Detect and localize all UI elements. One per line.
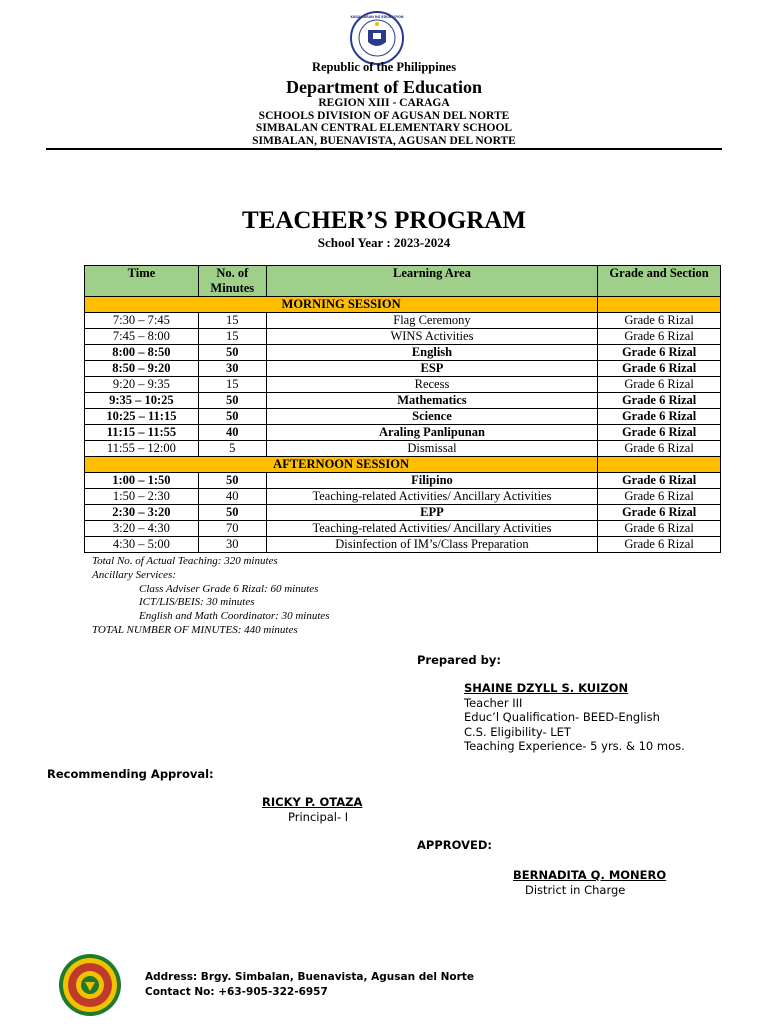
table-row bbox=[85, 361, 721, 377]
table-row bbox=[85, 489, 721, 505]
header-division: SCHOOLS DIVISION OF AGUSAN DEL NORTE bbox=[258, 110, 510, 122]
prepared-position: Teacher III bbox=[464, 695, 523, 710]
note-adviser: Class Adviser Grade 6 Rizal: 60 minutes bbox=[139, 582, 319, 595]
cell-time: 8:00 – 8:50 bbox=[85, 345, 199, 361]
header-school: SIMBALAN CENTRAL ELEMENTARY SCHOOL bbox=[255, 122, 513, 134]
cell-grade-section: Grade 6 Rizal bbox=[598, 345, 721, 361]
cell-time: 9:35 – 10:25 bbox=[85, 393, 199, 409]
page-title: TEACHER’S PROGRAM bbox=[241, 207, 527, 234]
note-ancillary: Ancillary Services: bbox=[92, 568, 176, 581]
cell-grade-section: Grade 6 Rizal bbox=[598, 313, 721, 329]
table-row bbox=[85, 425, 721, 441]
cell-minutes: 40 bbox=[198, 425, 266, 441]
school-logo bbox=[52, 952, 128, 1018]
cell-minutes: 15 bbox=[198, 377, 266, 393]
cell-learning-area: ESP bbox=[266, 361, 597, 377]
cell-grade-section: Grade 6 Rizal bbox=[598, 505, 721, 521]
col-header-learning-area: Learning Area bbox=[266, 266, 597, 297]
cell-minutes: 30 bbox=[198, 537, 266, 553]
table-row bbox=[85, 473, 721, 489]
table-row bbox=[85, 409, 721, 425]
cell-grade-section: Grade 6 Rizal bbox=[598, 537, 721, 553]
cell-time: 4:30 – 5:00 bbox=[85, 537, 199, 553]
cell-learning-area: Mathematics bbox=[266, 393, 597, 409]
table-row bbox=[85, 505, 721, 521]
schedule-table bbox=[84, 265, 721, 553]
prepared-label: Prepared by: bbox=[417, 653, 501, 667]
table-header-row bbox=[85, 266, 721, 297]
footer-address: Address: Brgy. Simbalan, Buenavista, Agusan del Norte bbox=[145, 971, 474, 983]
session-row bbox=[85, 457, 721, 473]
cell-learning-area: Araling Panlipunan bbox=[266, 425, 597, 441]
session-label: MORNING SESSION bbox=[85, 297, 598, 313]
recommending-label: Recommending Approval: bbox=[47, 767, 214, 781]
cell-minutes: 30 bbox=[198, 361, 266, 377]
col-header-grade-section: Grade and Section bbox=[598, 266, 721, 297]
cell-grade-section: Grade 6 Rizal bbox=[598, 473, 721, 489]
session-label: AFTERNOON SESSION bbox=[85, 457, 598, 473]
table-row bbox=[85, 377, 721, 393]
cell-learning-area: Science bbox=[266, 409, 597, 425]
header-department: Department of Education bbox=[286, 77, 482, 97]
header-region: REGION XIII - CARAGA bbox=[318, 97, 450, 109]
approved-position: District in Charge bbox=[525, 883, 626, 897]
cell-time: 3:20 – 4:30 bbox=[85, 521, 199, 537]
cell-time: 1:50 – 2:30 bbox=[85, 489, 199, 505]
header-divider bbox=[46, 148, 722, 150]
prepared-experience: Teaching Experience- 5 yrs. & 10 mos. bbox=[464, 739, 685, 753]
cell-grade-section: Grade 6 Rizal bbox=[598, 489, 721, 505]
table-row bbox=[85, 313, 721, 329]
cell-learning-area: WINS Activities bbox=[266, 329, 597, 345]
cell-minutes: 70 bbox=[198, 521, 266, 537]
header-address: SIMBALAN, BUENAVISTA, AGUSAN DEL NORTE bbox=[252, 135, 516, 147]
col-header-minutes: No. of Minutes bbox=[198, 266, 266, 297]
cell-learning-area: Dismissal bbox=[266, 441, 597, 457]
approved-label: APPROVED: bbox=[417, 838, 492, 852]
cell-learning-area: Teaching-related Activities/ Ancillary Activities bbox=[266, 521, 597, 537]
cell-time: 2:30 – 3:20 bbox=[85, 505, 199, 521]
cell-grade-section: Grade 6 Rizal bbox=[598, 393, 721, 409]
cell-minutes: 15 bbox=[198, 329, 266, 345]
cell-learning-area: Disinfection of IM’s/Class Preparation bbox=[266, 537, 597, 553]
note-coordinator: English and Math Coordinator: 30 minutes bbox=[139, 610, 330, 623]
deped-seal-logo bbox=[346, 10, 408, 66]
cell-minutes: 40 bbox=[198, 489, 266, 505]
cell-time: 11:15 – 11:55 bbox=[85, 425, 199, 441]
table-row bbox=[85, 345, 721, 361]
cell-time: 1:00 – 1:50 bbox=[85, 473, 199, 489]
recommending-position: Principal- I bbox=[288, 810, 349, 824]
cell-grade-section: Grade 6 Rizal bbox=[598, 361, 721, 377]
teaching-notes bbox=[92, 555, 492, 638]
session-row bbox=[85, 297, 721, 313]
cell-time: 7:30 – 7:45 bbox=[85, 313, 199, 329]
cell-time: 7:45 – 8:00 bbox=[85, 329, 199, 345]
header-republic: Republic of the Philippines bbox=[311, 60, 457, 74]
cell-learning-area: English bbox=[266, 345, 597, 361]
cell-grade-section: Grade 6 Rizal bbox=[598, 441, 721, 457]
cell-time: 11:55 – 12:00 bbox=[85, 441, 199, 457]
table-row bbox=[85, 393, 721, 409]
table-row bbox=[85, 441, 721, 457]
note-ict: ICT/LIS/BEIS: 30 minutes bbox=[139, 596, 255, 609]
prepared-qualification: Educ’l Qualification- BEED-English bbox=[464, 710, 660, 724]
cell-minutes: 50 bbox=[198, 409, 266, 425]
cell-time: 10:25 – 11:15 bbox=[85, 409, 199, 425]
cell-learning-area: Filipino bbox=[266, 473, 597, 489]
prepared-block bbox=[464, 681, 685, 754]
cell-grade-section: Grade 6 Rizal bbox=[598, 521, 721, 537]
session-blank-cell bbox=[598, 457, 721, 473]
cell-minutes: 50 bbox=[198, 505, 266, 521]
cell-minutes: 5 bbox=[198, 441, 266, 457]
cell-learning-area: Flag Ceremony bbox=[266, 313, 597, 329]
approved-name: BERNADITA Q. MONERO bbox=[513, 868, 667, 882]
table-row bbox=[85, 537, 721, 553]
cell-learning-area: EPP bbox=[266, 505, 597, 521]
table-row bbox=[85, 329, 721, 345]
note-actual-teaching: Total No. of Actual Teaching: 320 minutes bbox=[92, 555, 278, 567]
cell-grade-section: Grade 6 Rizal bbox=[598, 329, 721, 345]
cell-grade-section: Grade 6 Rizal bbox=[598, 425, 721, 441]
cell-minutes: 50 bbox=[198, 473, 266, 489]
school-year: School Year : 2023-2024 bbox=[317, 235, 451, 250]
prepared-eligibility: C.S. Eligibility- LET bbox=[464, 724, 571, 739]
recommending-name: RICKY P. OTAZA bbox=[262, 795, 363, 809]
cell-minutes: 50 bbox=[198, 345, 266, 361]
cell-grade-section: Grade 6 Rizal bbox=[598, 377, 721, 393]
note-total: TOTAL NUMBER OF MINUTES: 440 minutes bbox=[92, 623, 298, 636]
footer-contact: Contact No: +63-905-322-6957 bbox=[145, 986, 328, 998]
prepared-name: SHAINE DZYLL S. KUIZON bbox=[464, 681, 629, 695]
seal-text: KAGAWARAN NG EDUKASYON bbox=[350, 15, 404, 19]
cell-minutes: 15 bbox=[198, 313, 266, 329]
cell-minutes: 50 bbox=[198, 393, 266, 409]
table-row bbox=[85, 521, 721, 537]
cell-time: 8:50 – 9:20 bbox=[85, 361, 199, 377]
session-blank-cell bbox=[598, 297, 721, 313]
cell-time: 9:20 – 9:35 bbox=[85, 377, 199, 393]
cell-learning-area: Recess bbox=[266, 377, 597, 393]
cell-grade-section: Grade 6 Rizal bbox=[598, 409, 721, 425]
col-header-time: Time bbox=[85, 266, 199, 297]
cell-learning-area: Teaching-related Activities/ Ancillary Activities bbox=[266, 489, 597, 505]
